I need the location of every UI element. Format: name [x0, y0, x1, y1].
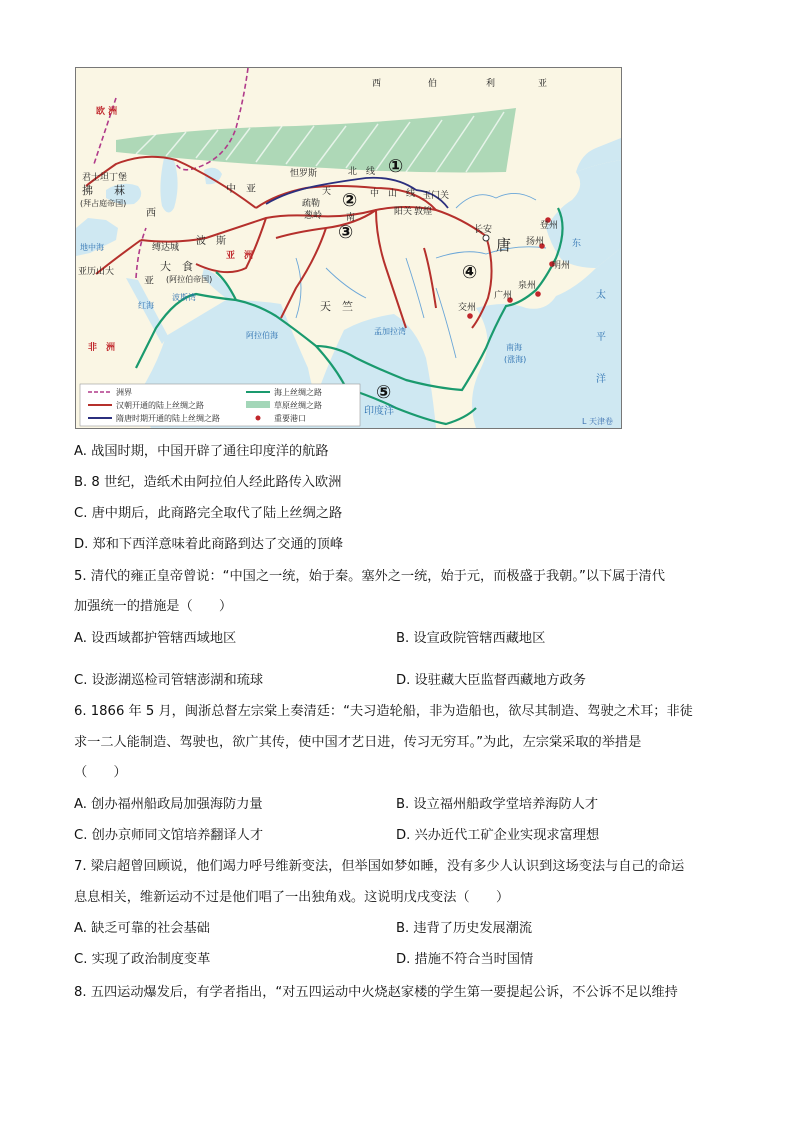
- label-yangzhou: 扬州: [526, 237, 545, 247]
- q4-option-a: A. 战国时期，中国开辟了通往印度洋的航路: [74, 444, 329, 459]
- legend-border: 洲界: [116, 388, 132, 397]
- q7-option-b: B. 违背了历史发展潮流: [396, 921, 533, 936]
- legend-steppe-route: 草原丝绸之路: [274, 401, 322, 410]
- q6-option-d: D. 兴办近代工矿企业实现求富理想: [396, 828, 600, 843]
- label-alexandria: 亚历山大: [78, 267, 115, 277]
- label-north-route: 北 线: [348, 167, 376, 177]
- label-asia: 亚: [144, 276, 154, 287]
- silk-road-map: [75, 67, 622, 429]
- port-jiaozhou: [467, 313, 473, 319]
- q8-stem-line1: 8. 五四运动爆发后，有学者指出，“对五四运动中火烧赵家楼的学生第一要提起公诉，不公诉不足以维持: [74, 985, 678, 1000]
- label-west: 西: [146, 208, 156, 219]
- q6-option-b: B. 设立福州船政学堂培养海防人才: [396, 797, 599, 812]
- q6-stem-line1: 6. 1866 年 5 月，闽浙总督左宗棠上奏清廷：“夫习造轮船，非为造船也，欲尽其制造、驾驶之术耳；非徒: [74, 704, 693, 719]
- label-dunhuang: 敦煌: [414, 207, 433, 217]
- q7-stem-line2: 息息相关，维新运动不过是他们唱了一出独角戏。这说明戊戌变法（ ）: [74, 890, 510, 905]
- label-mingzhou: 明州: [552, 261, 571, 271]
- label-siberia-4: 亚: [538, 79, 548, 89]
- label-constantinople: 君士坦丁堡: [82, 173, 128, 183]
- q6-option-c: C. 创办京师同文馆培养翻译人才: [74, 828, 264, 843]
- q5-stem-line2: 加强统一的措施是（ ）: [74, 599, 233, 614]
- label-siberia-2: 伯: [428, 79, 438, 89]
- legend-han-route: 汉朝开通的陆上丝绸之路: [116, 401, 204, 410]
- q5-option-d: D. 设驻藏大臣监督西藏地方政务: [396, 673, 586, 688]
- label-south-route: 南: [346, 213, 356, 223]
- label-byzantium-note: (拜占庭帝国): [80, 199, 127, 208]
- city-changan: [483, 235, 489, 241]
- label-central-route: 中 山 线: [370, 189, 416, 199]
- q4-option-b: B. 8 世纪，造纸术由阿拉伯人经此路传入欧洲: [74, 475, 342, 490]
- label-arabian-sea: 阿拉伯海: [246, 331, 278, 340]
- q5-option-c: C. 设澎湖巡检司管辖澎湖和琉球: [74, 673, 264, 688]
- label-indian-ocean: 印度洋: [364, 406, 394, 417]
- label-jiaozhou: 交州: [458, 303, 477, 313]
- label-talas: 怛罗斯: [290, 169, 318, 179]
- label-baghdad: 缚达城: [152, 243, 180, 253]
- label-europe: 欧 洲: [96, 107, 118, 117]
- label-dengzhou: 登州: [540, 221, 559, 231]
- label-africa: 非 洲: [88, 343, 116, 353]
- q5-stem-line1: 5. 清代的雍正皇帝曾说：“中国之一统，始于秦。塞外之一统，始于元，而极盛于我朝。”以下属于清代: [74, 569, 665, 584]
- label-mediterranean: 地中海: [80, 243, 104, 252]
- label-shule: 疏勒: [302, 199, 321, 209]
- map-svg: [76, 68, 621, 428]
- marker-4: ④: [462, 262, 478, 283]
- q6-stem-line2: 求一二人能制造、驾驶也，欲广其传，使中国才艺日进，传习无穷耳。”为此，左宗棠采取的举措是: [74, 735, 642, 750]
- label-tang: 唐: [496, 236, 512, 254]
- label-yumen: 玉门关: [422, 191, 450, 201]
- q7-option-a: A. 缺乏可靠的社会基础: [74, 921, 210, 936]
- marker-1: ①: [388, 156, 404, 177]
- q6-stem-line3: （ ）: [74, 765, 127, 780]
- label-south-sea-note: (涨海): [504, 355, 527, 364]
- label-byzantium: 拂: [82, 184, 93, 197]
- label-yangguan: 阳关: [394, 207, 413, 217]
- label-changan: 长安: [474, 225, 493, 235]
- label-persia: 波 斯: [196, 236, 226, 247]
- label-persian-gulf: 波斯湾: [172, 293, 196, 302]
- q5-option-a: A. 设西域都护管辖西域地区: [74, 631, 237, 646]
- legend-sui-tang-route: 隋唐时期开通的陆上丝绸之路: [116, 414, 220, 423]
- marker-3: ③: [338, 222, 354, 243]
- q7-stem-line1: 7. 梁启超曾回顾说，他们竭力呼号维新变法，但举国如梦如睡，没有多少人认识到这场变法与自己的命运: [74, 859, 685, 874]
- q7-option-d: D. 措施不符合当时国情: [396, 952, 534, 967]
- q5-option-b: B. 设宣政院管辖西藏地区: [396, 631, 546, 646]
- label-tianshan: 天: [322, 187, 332, 197]
- q4-option-d: D. 郑和下西洋意味着此商路到达了交通的顶峰: [74, 537, 344, 552]
- label-siberia-3: 利: [486, 79, 496, 89]
- q7-option-c: C. 实现了政治制度变革: [74, 952, 211, 967]
- label-quanzhou: 泉州: [518, 281, 537, 291]
- label-yazhou: 亚 洲: [226, 251, 254, 261]
- port-quanzhou: [535, 291, 541, 297]
- label-pacific-3: 洋: [596, 374, 606, 385]
- label-tianzhu: 天 竺: [320, 300, 353, 313]
- label-lin: 菻: [114, 184, 125, 197]
- label-pacific-2: 平: [596, 332, 606, 343]
- legend-port: 重要港口: [274, 414, 306, 423]
- label-east-sea: 东: [572, 239, 582, 249]
- label-congling: 葱岭: [304, 211, 323, 221]
- label-dashi: 大 食: [160, 260, 193, 273]
- label-central-asia: 中 亚: [226, 184, 256, 195]
- label-pacific-1: 太: [596, 290, 606, 301]
- map-watermark: L 天津卷: [582, 417, 613, 426]
- label-guangzhou: 广州: [494, 291, 513, 301]
- label-bengal: 孟加拉湾: [374, 327, 406, 336]
- caspian-sea: [160, 157, 177, 212]
- label-south-sea: 南海: [506, 343, 522, 352]
- map-legend: [80, 384, 360, 426]
- marker-5: ⑤: [376, 382, 392, 403]
- label-dashi-note: (阿拉伯帝国): [166, 275, 213, 284]
- q6-option-a: A. 创办福州船政局加强海防力量: [74, 797, 263, 812]
- label-red-sea: 红海: [138, 301, 154, 310]
- marker-2: ②: [342, 190, 358, 211]
- label-siberia-1: 西: [372, 79, 382, 89]
- legend-sea-route: 海上丝绸之路: [274, 388, 322, 397]
- q4-option-c: C. 唐中期后，此商路完全取代了陆上丝绸之路: [74, 506, 343, 521]
